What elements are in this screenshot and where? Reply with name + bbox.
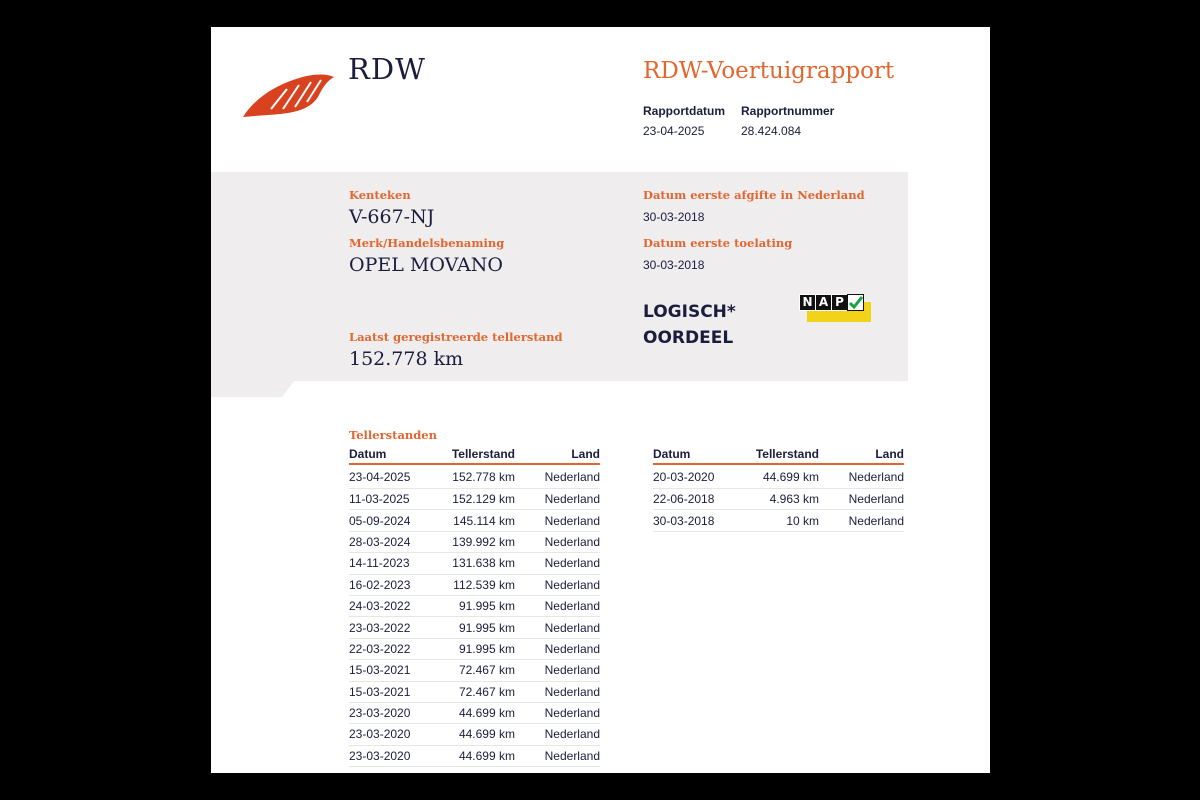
rdw-logo-icon	[241, 69, 336, 121]
table-row	[349, 638, 600, 659]
first-admission-value: 30-03-2018	[643, 258, 705, 272]
cell-country: Nederland	[515, 660, 600, 681]
table-header-row	[653, 444, 904, 464]
make-field	[349, 236, 504, 276]
report-title: RDW-Voertuigrapport	[643, 58, 895, 84]
table-row	[349, 660, 600, 681]
cell-date: 20-03-2020	[653, 464, 735, 489]
report-number-label: Rapportnummer	[741, 104, 835, 118]
cell-odometer: 44.699 km	[431, 702, 515, 723]
cell-country: Nederland	[515, 574, 600, 595]
table-row	[349, 745, 600, 766]
cell-country: Nederland	[515, 724, 600, 745]
table-row	[349, 464, 600, 489]
odometer-value: 152.778 km	[349, 348, 464, 370]
cell-country: Nederland	[515, 553, 600, 574]
cell-date: 11-03-2025	[349, 489, 431, 510]
cell-date: 23-03-2020	[349, 702, 431, 723]
cell-date: 23-03-2020	[349, 745, 431, 766]
cell-date: 22-06-2018	[653, 489, 735, 510]
check-icon	[847, 294, 864, 311]
cell-odometer: 44.699 km	[431, 724, 515, 745]
cell-country: Nederland	[515, 464, 600, 489]
cell-odometer: 10 km	[735, 510, 819, 531]
odometer-field	[349, 330, 563, 370]
cell-odometer: 91.995 km	[431, 617, 515, 638]
cell-date: 30-03-2018	[653, 510, 735, 531]
readings-table-right	[653, 444, 904, 532]
report-date	[643, 104, 725, 138]
cell-odometer: 152.778 km	[431, 464, 515, 489]
report-date-value: 23-04-2025	[643, 124, 705, 138]
cell-date: 24-03-2022	[349, 595, 431, 616]
cell-odometer: 152.129 km	[431, 489, 515, 510]
table-row	[349, 553, 600, 574]
table-row	[349, 595, 600, 616]
cell-odometer: 131.638 km	[431, 553, 515, 574]
cell-odometer: 44.699 km	[735, 464, 819, 489]
report-page	[211, 27, 990, 773]
header-date: Datum	[349, 444, 431, 464]
nap-letter-a: A	[815, 294, 832, 311]
nap-letter-n: N	[799, 294, 816, 311]
table-row	[653, 489, 904, 510]
cell-country: Nederland	[515, 702, 600, 723]
nap-letter-p: P	[831, 294, 848, 311]
cell-country: Nederland	[515, 531, 600, 552]
nap-verdict-line2: OORDEEL	[643, 328, 734, 348]
cell-date: 23-03-2022	[349, 617, 431, 638]
cell-country: Nederland	[515, 681, 600, 702]
cell-odometer: 91.995 km	[431, 595, 515, 616]
table-row	[349, 702, 600, 723]
report-number-value: 28.424.084	[741, 124, 802, 138]
cell-country: Nederland	[515, 489, 600, 510]
cell-date: 05-09-2024	[349, 510, 431, 531]
table-row	[653, 510, 904, 531]
readings-table-left	[349, 444, 600, 767]
header-odometer: Tellerstand	[431, 444, 515, 464]
cell-odometer: 112.539 km	[431, 574, 515, 595]
table-header-row	[349, 444, 600, 464]
header-country: Land	[515, 444, 600, 464]
table-row	[349, 617, 600, 638]
first-nl-value: 30-03-2018	[643, 210, 705, 224]
plate-label: Kenteken	[349, 188, 411, 202]
cell-country: Nederland	[515, 745, 600, 766]
readings-title: Tellerstanden	[349, 428, 437, 442]
cell-odometer: 44.699 km	[431, 745, 515, 766]
cell-date: 22-03-2022	[349, 638, 431, 659]
plate-field	[349, 188, 434, 228]
first-nl-label: Datum eerste afgifte in Nederland	[643, 188, 865, 202]
cell-date: 16-02-2023	[349, 574, 431, 595]
nap-verdict	[643, 299, 736, 351]
table-row	[349, 574, 600, 595]
cell-date: 23-04-2025	[349, 464, 431, 489]
cell-odometer: 145.114 km	[431, 510, 515, 531]
table-row	[349, 510, 600, 531]
first-admission-field	[643, 236, 792, 272]
table-row	[653, 464, 904, 489]
cell-date: 28-03-2024	[349, 531, 431, 552]
first-nl-field	[643, 188, 865, 224]
make-value: OPEL MOVANO	[349, 254, 503, 276]
cell-date: 15-03-2021	[349, 660, 431, 681]
cell-odometer: 4.963 km	[735, 489, 819, 510]
nap-verdict-line1: LOGISCH*	[643, 302, 736, 322]
cell-country: Nederland	[515, 638, 600, 659]
make-label: Merk/Handelsbenaming	[349, 236, 505, 250]
cell-date: 23-03-2020	[349, 724, 431, 745]
cell-country: Nederland	[515, 617, 600, 638]
report-number	[741, 104, 834, 138]
header-odometer: Tellerstand	[735, 444, 819, 464]
cell-country: Nederland	[515, 595, 600, 616]
cell-country: Nederland	[819, 510, 904, 531]
report-date-label: Rapportdatum	[643, 104, 725, 118]
cell-odometer: 139.992 km	[431, 531, 515, 552]
table-row	[349, 489, 600, 510]
first-admission-label: Datum eerste toelating	[643, 236, 793, 250]
panel-notch	[211, 381, 294, 397]
cell-date: 14-11-2023	[349, 553, 431, 574]
cell-country: Nederland	[819, 464, 904, 489]
cell-odometer: 72.467 km	[431, 681, 515, 702]
table-row	[349, 531, 600, 552]
cell-odometer: 72.467 km	[431, 660, 515, 681]
table-row	[349, 681, 600, 702]
odometer-label: Laatst geregistreerde tellerstand	[349, 330, 563, 344]
cell-odometer: 91.995 km	[431, 638, 515, 659]
cell-country: Nederland	[819, 489, 904, 510]
brand-name: RDW	[348, 52, 426, 86]
header-country: Land	[819, 444, 904, 464]
nap-logo-icon	[799, 294, 871, 324]
cell-country: Nederland	[515, 510, 600, 531]
header-date: Datum	[653, 444, 735, 464]
table-row	[349, 724, 600, 745]
cell-date: 15-03-2021	[349, 681, 431, 702]
plate-value: V-667-NJ	[349, 206, 435, 228]
